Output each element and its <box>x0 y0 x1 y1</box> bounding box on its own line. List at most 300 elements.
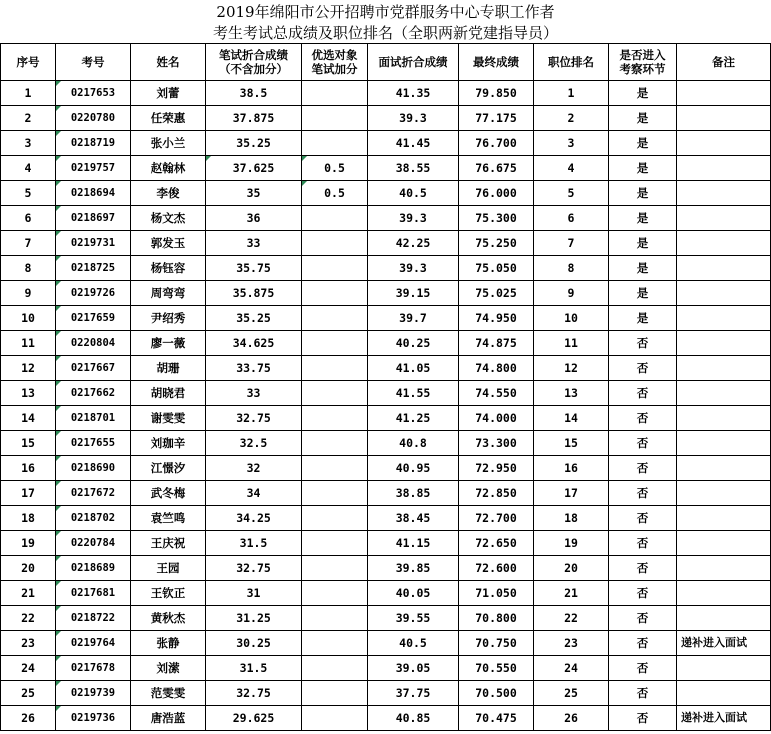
cell-bonus: 0.5 <box>302 156 368 181</box>
table-row <box>1 581 771 606</box>
cell-written: 35.25 <box>206 306 302 331</box>
cell-seq: 12 <box>1 356 56 381</box>
cell-note <box>677 606 771 631</box>
table-row <box>1 156 771 181</box>
cell-enter: 否 <box>609 631 677 656</box>
cell-note: 递补进入面试 <box>677 706 771 731</box>
header-bonus <box>302 44 368 81</box>
cell-note <box>677 256 771 281</box>
cell-written: 31 <box>206 581 302 606</box>
cell-enter: 否 <box>609 331 677 356</box>
table-row <box>1 181 771 206</box>
cell-final: 74.550 <box>459 381 534 406</box>
cell-interview: 40.25 <box>368 331 459 356</box>
cell-written: 31.25 <box>206 606 302 631</box>
cell-interview: 39.85 <box>368 556 459 581</box>
cell-written: 30.25 <box>206 631 302 656</box>
cell-rank: 8 <box>534 256 609 281</box>
cell-exam-no: 0220784 <box>56 531 131 556</box>
cell-written: 37.625 <box>206 156 302 181</box>
header-seq: 序号 <box>1 44 56 81</box>
cell-name: 武冬梅 <box>131 481 206 506</box>
cell-written: 32.75 <box>206 681 302 706</box>
cell-rank: 17 <box>534 481 609 506</box>
cell-bonus: 0.5 <box>302 181 368 206</box>
cell-final: 72.950 <box>459 456 534 481</box>
cell-exam-no: 0217659 <box>56 306 131 331</box>
cell-exam-no: 0218689 <box>56 556 131 581</box>
cell-written: 34 <box>206 481 302 506</box>
table-row <box>1 481 771 506</box>
cell-enter: 否 <box>609 406 677 431</box>
cell-seq: 24 <box>1 656 56 681</box>
cell-name: 廖一薇 <box>131 331 206 356</box>
cell-rank: 5 <box>534 181 609 206</box>
cell-exam-no: 0219757 <box>56 156 131 181</box>
cell-rank: 6 <box>534 206 609 231</box>
cell-exam-no: 0218725 <box>56 256 131 281</box>
cell-bonus <box>302 631 368 656</box>
cell-seq: 4 <box>1 156 56 181</box>
cell-bonus <box>302 231 368 256</box>
cell-exam-no: 0217655 <box>56 431 131 456</box>
cell-exam-no: 0217678 <box>56 656 131 681</box>
cell-final: 76.675 <box>459 156 534 181</box>
cell-interview: 40.05 <box>368 581 459 606</box>
cell-bonus <box>302 556 368 581</box>
cell-interview: 41.35 <box>368 81 459 106</box>
cell-exam-no: 0217672 <box>56 481 131 506</box>
cell-note <box>677 456 771 481</box>
cell-name: 黄秋杰 <box>131 606 206 631</box>
cell-name: 范雯雯 <box>131 681 206 706</box>
table-row <box>1 356 771 381</box>
cell-final: 76.000 <box>459 181 534 206</box>
cell-rank: 21 <box>534 581 609 606</box>
cell-enter: 否 <box>609 581 677 606</box>
cell-name: 谢雯雯 <box>131 406 206 431</box>
cell-seq: 9 <box>1 281 56 306</box>
cell-interview: 41.05 <box>368 356 459 381</box>
cell-name: 胡珊 <box>131 356 206 381</box>
cell-seq: 3 <box>1 131 56 156</box>
cell-name: 周弯弯 <box>131 281 206 306</box>
table-row <box>1 606 771 631</box>
cell-rank: 24 <box>534 656 609 681</box>
cell-note <box>677 306 771 331</box>
cell-final: 73.300 <box>459 431 534 456</box>
cell-name: 尹绍秀 <box>131 306 206 331</box>
cell-note <box>677 556 771 581</box>
cell-seq: 19 <box>1 531 56 556</box>
cell-note <box>677 281 771 306</box>
cell-interview: 39.3 <box>368 206 459 231</box>
cell-bonus <box>302 706 368 731</box>
cell-final: 72.700 <box>459 506 534 531</box>
cell-enter: 否 <box>609 431 677 456</box>
title-line-2: 考生考试总成绩及职位排名（全职两新党建指导员） <box>212 24 558 42</box>
table-row <box>1 256 771 281</box>
cell-bonus <box>302 356 368 381</box>
cell-bonus <box>302 81 368 106</box>
cell-name: 郭发玉 <box>131 231 206 256</box>
cell-written: 34.25 <box>206 506 302 531</box>
cell-name: 袁竺鸣 <box>131 506 206 531</box>
cell-rank: 12 <box>534 356 609 381</box>
cell-name: 杨文杰 <box>131 206 206 231</box>
cell-enter: 否 <box>609 456 677 481</box>
table-row <box>1 331 771 356</box>
cell-bonus <box>302 506 368 531</box>
cell-rank: 2 <box>534 106 609 131</box>
cell-note <box>677 331 771 356</box>
cell-note <box>677 131 771 156</box>
table-row <box>1 281 771 306</box>
cell-final: 72.600 <box>459 556 534 581</box>
cell-enter: 是 <box>609 206 677 231</box>
cell-exam-no: 0219764 <box>56 631 131 656</box>
cell-rank: 7 <box>534 231 609 256</box>
cell-enter: 否 <box>609 606 677 631</box>
cell-note <box>677 431 771 456</box>
header-enter-line2: 考察环节 <box>619 62 666 76</box>
cell-bonus <box>302 206 368 231</box>
cell-interview: 39.15 <box>368 281 459 306</box>
cell-enter: 是 <box>609 256 677 281</box>
cell-written: 29.625 <box>206 706 302 731</box>
cell-name: 唐浩蓝 <box>131 706 206 731</box>
cell-note <box>677 81 771 106</box>
cell-final: 75.250 <box>459 231 534 256</box>
cell-written: 33 <box>206 381 302 406</box>
table-row <box>1 556 771 581</box>
cell-seq: 15 <box>1 431 56 456</box>
cell-bonus <box>302 106 368 131</box>
cell-bonus <box>302 681 368 706</box>
cell-name: 刘潆 <box>131 656 206 681</box>
table-body <box>1 81 771 731</box>
header-written <box>206 44 302 81</box>
cell-seq: 5 <box>1 181 56 206</box>
cell-bonus <box>302 456 368 481</box>
cell-seq: 26 <box>1 706 56 731</box>
cell-interview: 41.25 <box>368 406 459 431</box>
cell-seq: 18 <box>1 506 56 531</box>
cell-name: 李俊 <box>131 181 206 206</box>
cell-final: 74.875 <box>459 331 534 356</box>
cell-rank: 22 <box>534 606 609 631</box>
cell-exam-no: 0218690 <box>56 456 131 481</box>
cell-bonus <box>302 381 368 406</box>
cell-exam-no: 0219731 <box>56 231 131 256</box>
cell-final: 75.025 <box>459 281 534 306</box>
cell-written: 33 <box>206 231 302 256</box>
cell-rank: 10 <box>534 306 609 331</box>
cell-name: 胡晓君 <box>131 381 206 406</box>
cell-enter: 否 <box>609 556 677 581</box>
cell-seq: 22 <box>1 606 56 631</box>
cell-name: 杨钰容 <box>131 256 206 281</box>
cell-name: 王庆祝 <box>131 531 206 556</box>
cell-final: 70.550 <box>459 656 534 681</box>
cell-final: 74.000 <box>459 406 534 431</box>
cell-final: 71.050 <box>459 581 534 606</box>
cell-exam-no: 0218701 <box>56 406 131 431</box>
cell-interview: 37.75 <box>368 681 459 706</box>
cell-exam-no: 0220804 <box>56 331 131 356</box>
cell-enter: 否 <box>609 706 677 731</box>
cell-seq: 10 <box>1 306 56 331</box>
cell-rank: 20 <box>534 556 609 581</box>
cell-interview: 38.85 <box>368 481 459 506</box>
cell-interview: 38.55 <box>368 156 459 181</box>
cell-note <box>677 656 771 681</box>
table-row <box>1 531 771 556</box>
cell-written: 35.875 <box>206 281 302 306</box>
cell-name: 任荣惠 <box>131 106 206 131</box>
cell-exam-no: 0219739 <box>56 681 131 706</box>
cell-note <box>677 106 771 131</box>
cell-enter: 是 <box>609 106 677 131</box>
cell-exam-no: 0218702 <box>56 506 131 531</box>
cell-final: 79.850 <box>459 81 534 106</box>
cell-final: 72.650 <box>459 531 534 556</box>
header-exam-no: 考号 <box>56 44 131 81</box>
cell-name: 王园 <box>131 556 206 581</box>
header-enter-line1: 是否进入 <box>619 48 666 62</box>
cell-name: 张小兰 <box>131 131 206 156</box>
cell-final: 70.475 <box>459 706 534 731</box>
cell-note <box>677 406 771 431</box>
cell-seq: 7 <box>1 231 56 256</box>
cell-name: 王钦正 <box>131 581 206 606</box>
table-row <box>1 681 771 706</box>
cell-rank: 14 <box>534 406 609 431</box>
header-written-line1: 笔试折合成绩 <box>219 48 288 62</box>
table-row <box>1 431 771 456</box>
cell-interview: 41.45 <box>368 131 459 156</box>
cell-written: 38.5 <box>206 81 302 106</box>
cell-written: 32.75 <box>206 556 302 581</box>
cell-final: 70.500 <box>459 681 534 706</box>
cell-bonus <box>302 531 368 556</box>
cell-note <box>677 531 771 556</box>
cell-rank: 19 <box>534 531 609 556</box>
cell-rank: 26 <box>534 706 609 731</box>
cell-bonus <box>302 306 368 331</box>
cell-enter: 否 <box>609 531 677 556</box>
cell-name: 刘珈辛 <box>131 431 206 456</box>
cell-written: 31.5 <box>206 656 302 681</box>
cell-final: 76.700 <box>459 131 534 156</box>
cell-seq: 6 <box>1 206 56 231</box>
cell-seq: 21 <box>1 581 56 606</box>
cell-written: 34.625 <box>206 331 302 356</box>
header-enter <box>609 44 677 81</box>
cell-seq: 17 <box>1 481 56 506</box>
cell-exam-no: 0220780 <box>56 106 131 131</box>
cell-final: 75.050 <box>459 256 534 281</box>
title-block <box>0 0 771 43</box>
cell-interview: 40.85 <box>368 706 459 731</box>
cell-rank: 16 <box>534 456 609 481</box>
cell-rank: 1 <box>534 81 609 106</box>
table-row <box>1 656 771 681</box>
cell-bonus <box>302 431 368 456</box>
cell-bonus <box>302 606 368 631</box>
header-written-line2: （不含加分） <box>219 62 288 76</box>
header-row <box>1 44 771 81</box>
cell-enter: 是 <box>609 131 677 156</box>
cell-enter: 是 <box>609 231 677 256</box>
cell-enter: 是 <box>609 306 677 331</box>
cell-seq: 23 <box>1 631 56 656</box>
cell-exam-no: 0218697 <box>56 206 131 231</box>
cell-bonus <box>302 481 368 506</box>
cell-seq: 14 <box>1 406 56 431</box>
cell-written: 32.75 <box>206 406 302 431</box>
cell-interview: 39.3 <box>368 106 459 131</box>
cell-written: 32 <box>206 456 302 481</box>
cell-bonus <box>302 331 368 356</box>
cell-note <box>677 481 771 506</box>
cell-interview: 39.3 <box>368 256 459 281</box>
cell-enter: 否 <box>609 481 677 506</box>
table-row <box>1 406 771 431</box>
cell-written: 35.75 <box>206 256 302 281</box>
cell-rank: 23 <box>534 631 609 656</box>
cell-final: 74.950 <box>459 306 534 331</box>
cell-final: 72.850 <box>459 481 534 506</box>
cell-bonus <box>302 256 368 281</box>
header-note: 备注 <box>677 44 771 81</box>
cell-written: 35 <box>206 181 302 206</box>
cell-bonus <box>302 581 368 606</box>
cell-rank: 15 <box>534 431 609 456</box>
cell-interview: 39.7 <box>368 306 459 331</box>
cell-exam-no: 0217681 <box>56 581 131 606</box>
cell-note <box>677 156 771 181</box>
results-table <box>0 43 771 731</box>
cell-note <box>677 206 771 231</box>
header-bonus-line1: 优选对象 <box>311 48 358 62</box>
cell-bonus <box>302 406 368 431</box>
cell-enter: 否 <box>609 506 677 531</box>
cell-final: 70.800 <box>459 606 534 631</box>
cell-seq: 11 <box>1 331 56 356</box>
cell-exam-no: 0218719 <box>56 131 131 156</box>
cell-final: 74.800 <box>459 356 534 381</box>
table-row <box>1 106 771 131</box>
cell-rank: 18 <box>534 506 609 531</box>
cell-enter: 是 <box>609 156 677 181</box>
table-row <box>1 456 771 481</box>
table-row <box>1 231 771 256</box>
cell-seq: 1 <box>1 81 56 106</box>
cell-final: 70.750 <box>459 631 534 656</box>
cell-bonus <box>302 281 368 306</box>
cell-seq: 20 <box>1 556 56 581</box>
cell-final: 77.175 <box>459 106 534 131</box>
cell-name: 江憬汐 <box>131 456 206 481</box>
cell-enter: 是 <box>609 81 677 106</box>
cell-name: 张静 <box>131 631 206 656</box>
cell-exam-no: 0217667 <box>56 356 131 381</box>
table-row <box>1 381 771 406</box>
table-row <box>1 506 771 531</box>
cell-note <box>677 231 771 256</box>
cell-note <box>677 581 771 606</box>
cell-seq: 8 <box>1 256 56 281</box>
cell-interview: 40.5 <box>368 631 459 656</box>
cell-interview: 41.15 <box>368 531 459 556</box>
cell-exam-no: 0219726 <box>56 281 131 306</box>
cell-interview: 41.55 <box>368 381 459 406</box>
cell-name: 刘蕾 <box>131 81 206 106</box>
cell-interview: 38.45 <box>368 506 459 531</box>
cell-interview: 40.5 <box>368 181 459 206</box>
header-bonus-line2: 笔试加分 <box>311 62 358 76</box>
table-row <box>1 81 771 106</box>
cell-note <box>677 681 771 706</box>
cell-interview: 40.8 <box>368 431 459 456</box>
cell-name: 赵翰林 <box>131 156 206 181</box>
cell-bonus <box>302 656 368 681</box>
cell-rank: 11 <box>534 331 609 356</box>
cell-exam-no: 0219736 <box>56 706 131 731</box>
header-rank: 职位排名 <box>534 44 609 81</box>
cell-exam-no: 0218722 <box>56 606 131 631</box>
cell-enter: 否 <box>609 381 677 406</box>
cell-rank: 4 <box>534 156 609 181</box>
cell-written: 31.5 <box>206 531 302 556</box>
cell-written: 36 <box>206 206 302 231</box>
cell-written: 35.25 <box>206 131 302 156</box>
cell-interview: 39.55 <box>368 606 459 631</box>
cell-rank: 3 <box>534 131 609 156</box>
cell-bonus <box>302 131 368 156</box>
cell-seq: 25 <box>1 681 56 706</box>
cell-note: 递补进入面试 <box>677 631 771 656</box>
cell-seq: 13 <box>1 381 56 406</box>
table-row <box>1 131 771 156</box>
cell-written: 32.5 <box>206 431 302 456</box>
cell-note <box>677 356 771 381</box>
cell-enter: 否 <box>609 656 677 681</box>
cell-exam-no: 0217662 <box>56 381 131 406</box>
cell-interview: 42.25 <box>368 231 459 256</box>
cell-note <box>677 181 771 206</box>
cell-exam-no: 0218694 <box>56 181 131 206</box>
title-line-1: 2019年绵阳市公开招聘市党群服务中心专职工作者 <box>216 3 555 21</box>
cell-written: 33.75 <box>206 356 302 381</box>
header-name: 姓名 <box>131 44 206 81</box>
cell-interview: 40.95 <box>368 456 459 481</box>
table-row <box>1 306 771 331</box>
cell-enter: 否 <box>609 681 677 706</box>
cell-rank: 25 <box>534 681 609 706</box>
cell-enter: 否 <box>609 356 677 381</box>
cell-final: 75.300 <box>459 206 534 231</box>
header-final: 最终成绩 <box>459 44 534 81</box>
cell-seq: 16 <box>1 456 56 481</box>
cell-exam-no: 0217653 <box>56 81 131 106</box>
cell-interview: 39.05 <box>368 656 459 681</box>
cell-rank: 9 <box>534 281 609 306</box>
cell-note <box>677 381 771 406</box>
table-row <box>1 206 771 231</box>
table-row <box>1 631 771 656</box>
